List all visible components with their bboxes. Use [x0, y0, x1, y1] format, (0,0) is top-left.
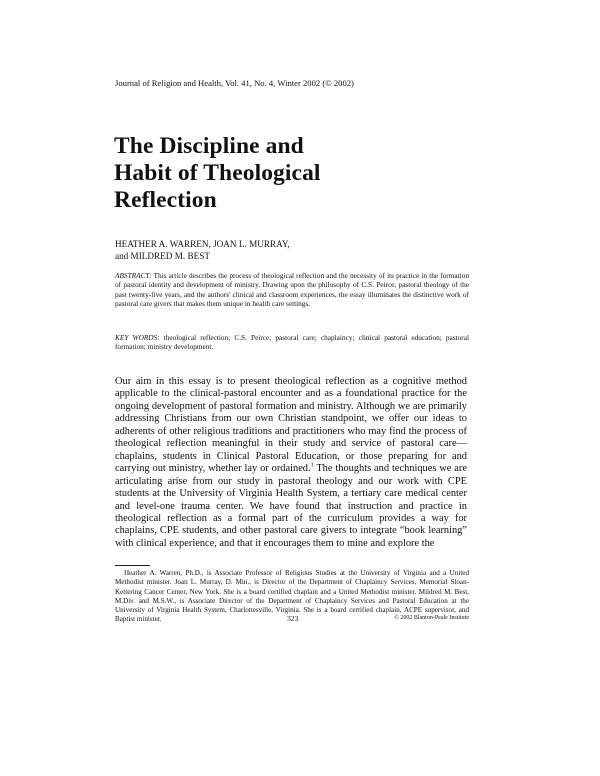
body-paragraph — [115, 376, 467, 550]
author-list — [115, 238, 475, 262]
keywords-text: theological reflection; C.S. Peirce; pastoral care; chaplaincy; clinical pastoral education; pastoral formation; ministry development. — [115, 333, 469, 352]
article-title — [114, 133, 474, 214]
footnote-marker: 1 — [310, 462, 314, 469]
abstract — [115, 271, 469, 309]
author-line: HEATHER A. WARREN, JOAN L. MURRAY, — [115, 239, 290, 249]
keywords — [115, 333, 469, 352]
journal-citation: Journal of Religion and Health, Vol. 41, No. 4, Winter 2002 (© 2002) — [115, 78, 354, 88]
footnote-rule — [115, 565, 150, 566]
body-text-part: Our aim in this essay is to present theological reflection as a cognitive method applicable to the clinical-pastoral encounter and as a foundational practice for the ongoing development of pastoral formation and ministry. Although we are primarily addressing Christians from our own Christian standpoint, we offer our ideas to adherents of other religious traditions and practitioners who may find the process of theological reflection meaningful in their study and service of pastoral care—chaplains, students in Clinical Pastoral Education, or those preparing for and carrying out ministry, whether lay or ordained. — [115, 376, 467, 475]
title-line: The Discipline and — [114, 133, 304, 159]
author-footnote: Heather A. Warren, Ph.D., is Associate Professor of Religious Studies at the University of Virginia and a United Methodist minister. Joan L. Murray, D. Min., is Director of the Department of Chaplaincy Services, Memorial Sloan-Kettering Cancer Center, New York. She is a board certified chaplain and a United Methodist minister. Mildred M. Best, M.Div. and M.S.W., is Associate Director of the Department of Chaplaincy Services and Pastoral Education at the University of Virginia Health System, Charlottesville, Virginia. She is a board certified chaplain, ACPE supervisor, and Baptist minister. — [115, 569, 469, 624]
keywords-label: KEY WORDS: — [115, 333, 160, 342]
body-text-part: The thoughts and techniques we are articulating arise from our study in pastoral theology and our work with CPE students at the University of Virginia Health System, a tertiary care medical center and level-one trauma center. We have found that instruction and practice in theological reflection as a formal part of the curriculum provides a way for chaplains, CPE students, and other pastoral care givers to integrate “book learning” with clinical experience, and that it encourages them to mine and explore the — [115, 463, 467, 549]
author-line: and MILDRED M. BEST — [115, 251, 210, 261]
page-number: 323 — [287, 614, 299, 623]
abstract-text: This article describes the process of theological reflection and the necessity of its practice in the formation of pastoral identity and development of ministry. Drawing upon the philosophy of C.S. Peirce, pastoral theology of the past twenty-five years, and the authors' clinical and classroom experiences, the essay illuminates the distinctive work of pastoral care givers that makes them unique in health care settings. — [115, 271, 469, 309]
title-line: Habit of Theological — [114, 160, 321, 186]
abstract-label: ABSTRACT: — [115, 271, 152, 280]
copyright-notice: © 2002 Blanton-Peale Institute — [394, 615, 469, 621]
title-line: Reflection — [114, 187, 217, 213]
